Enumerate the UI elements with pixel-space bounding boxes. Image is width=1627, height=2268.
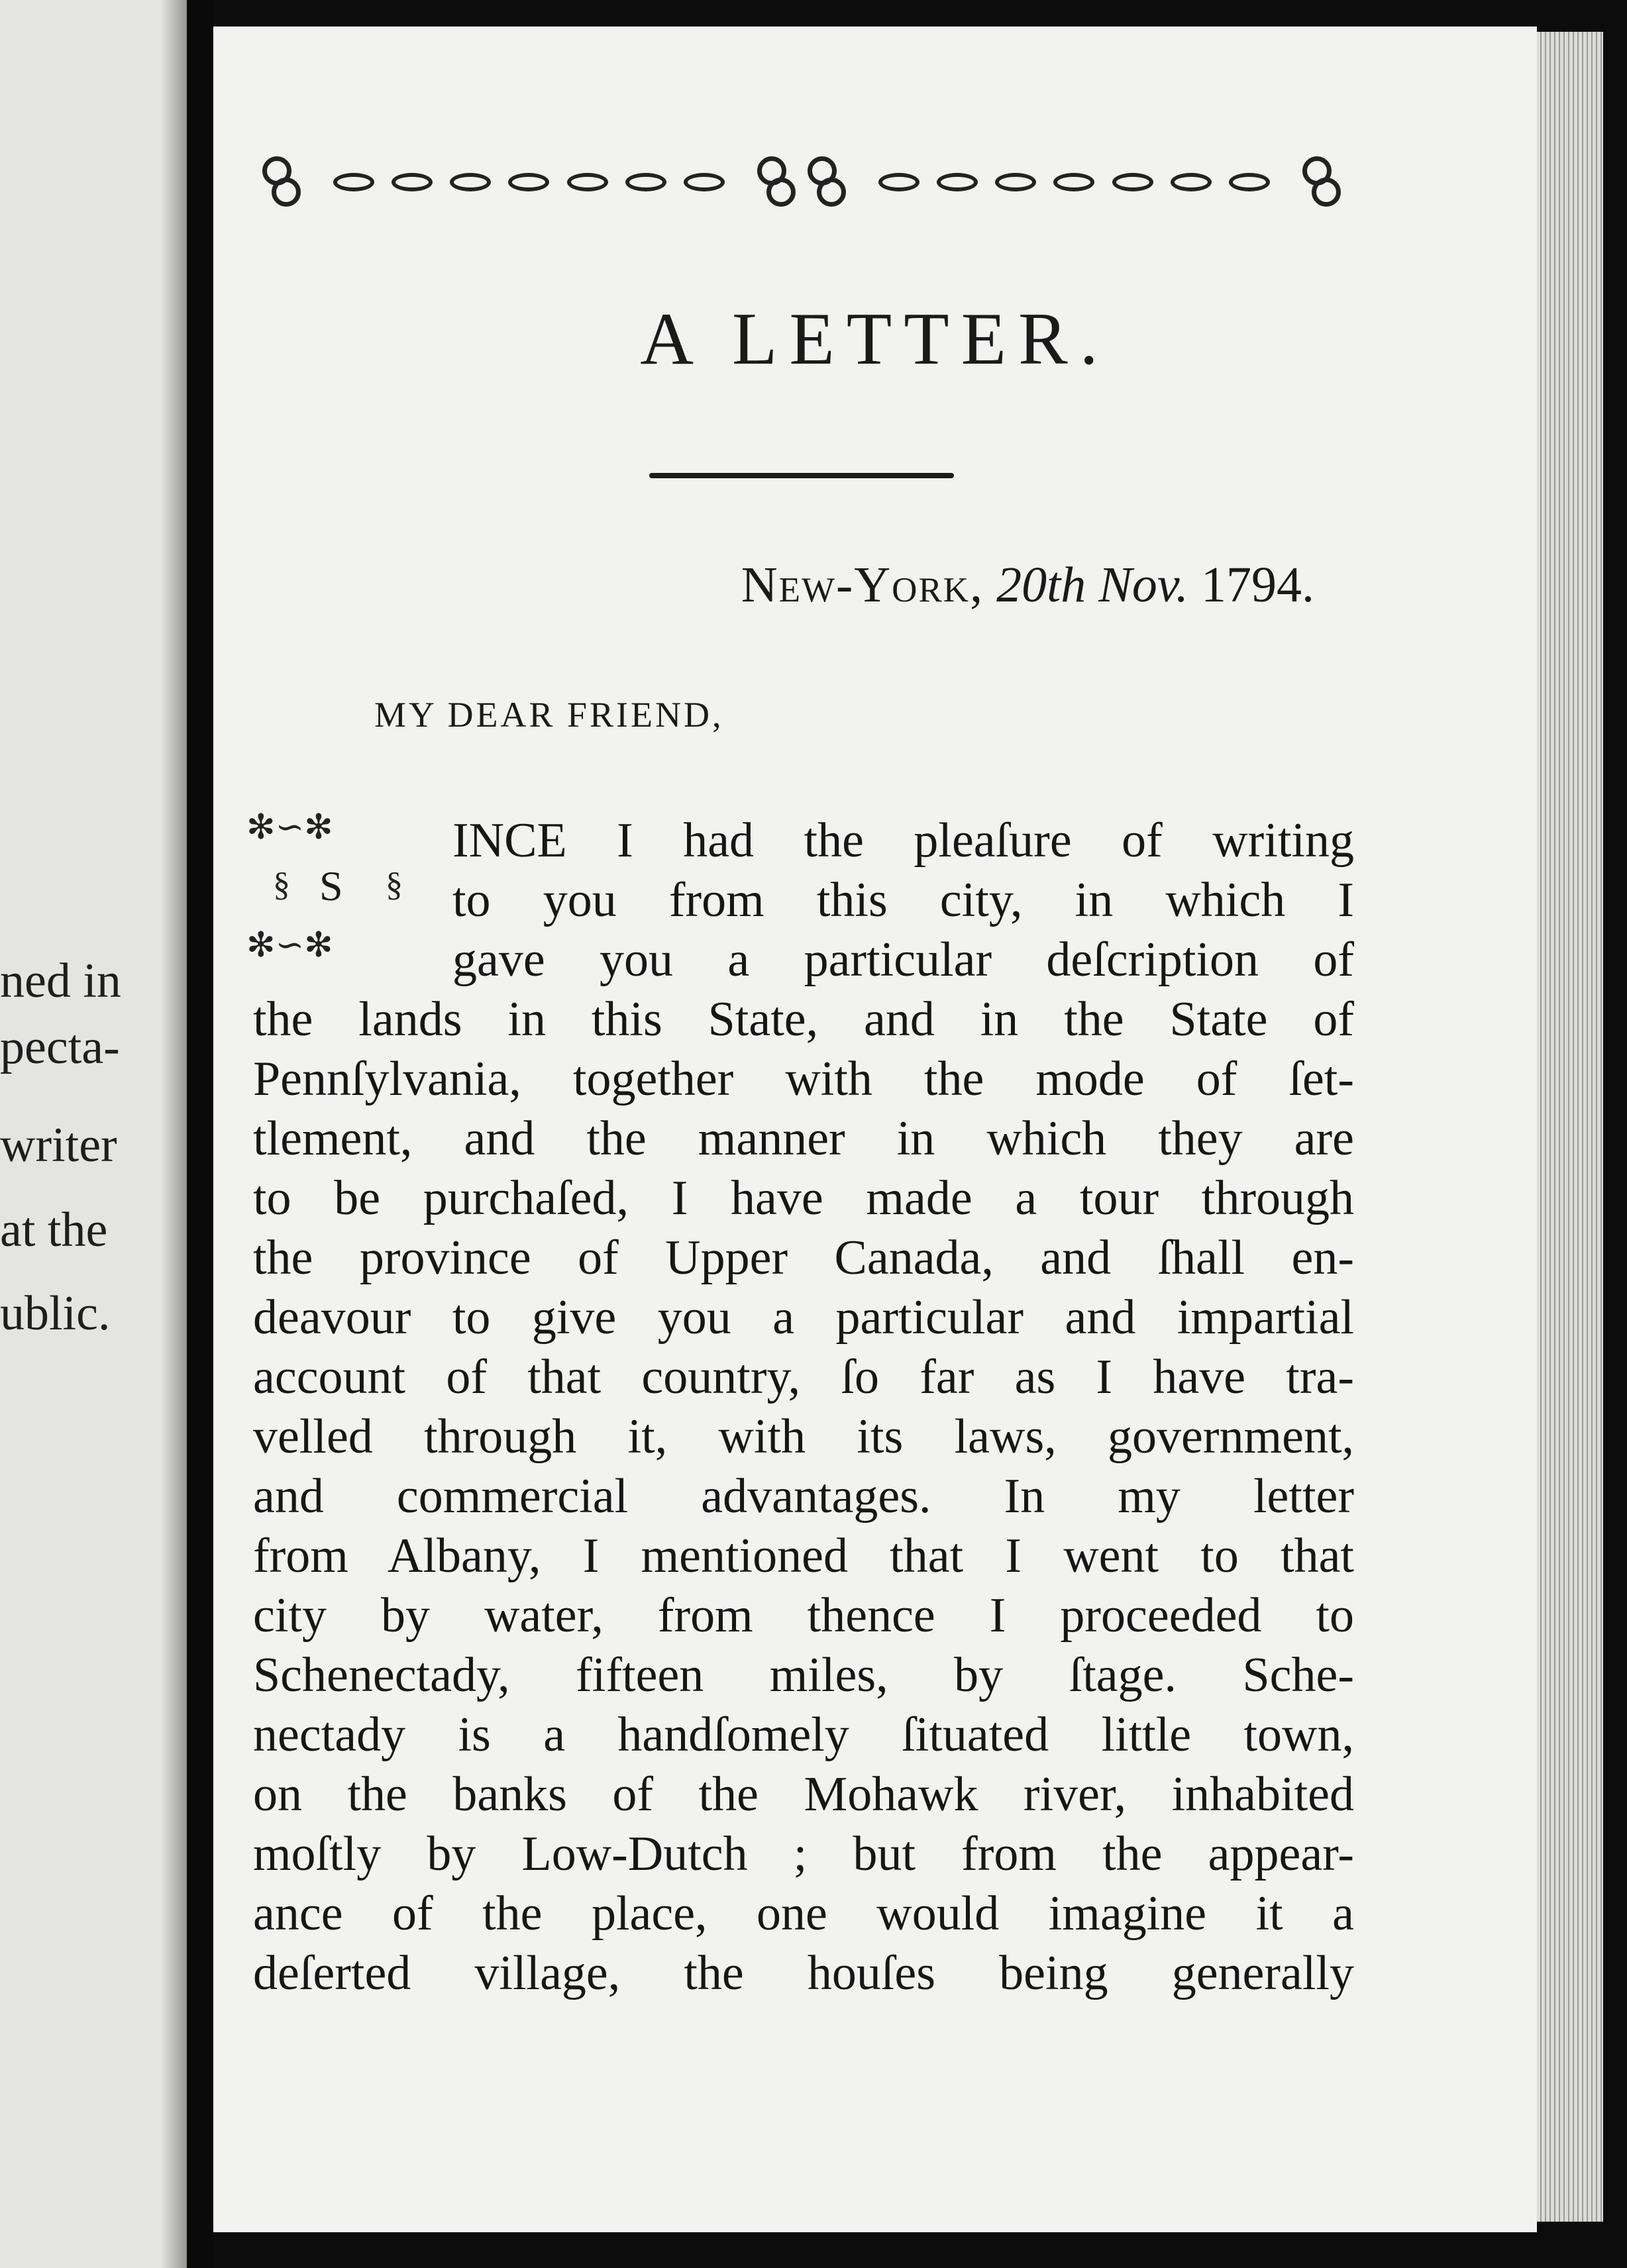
dateline-month: Nov.	[1098, 557, 1188, 613]
drop-cap-letter: S	[319, 862, 343, 909]
text-line: the lands in this State, and in the State of	[253, 992, 1354, 1047]
text-line: deavour to give you a particular and impartial	[253, 1290, 1354, 1345]
knot-ornament-icon	[1298, 152, 1345, 212]
knot-ornament-icon	[753, 152, 850, 212]
dateline-year: 1794.	[1201, 557, 1314, 613]
salutation: MY DEAR FRIEND,	[374, 695, 724, 735]
facing-page-line: at the	[0, 1203, 108, 1257]
chain-ornament-icon	[325, 169, 733, 195]
book-gutter	[187, 0, 213, 2268]
text-line: INCE I had the pleaſure of writing	[452, 813, 1354, 868]
page-edges	[1537, 32, 1603, 2222]
text-line: Schenectady, fifteen miles, by ſtage. Sche-	[253, 1648, 1354, 1702]
section-mark-icon: §	[386, 866, 403, 903]
section-mark-icon: §	[273, 866, 290, 903]
page-curve-shadow	[160, 0, 187, 2268]
dateline-place: New-York,	[741, 557, 984, 613]
text-line: on the banks of the Mohawk river, inhabited	[253, 1767, 1354, 1822]
title-rule	[649, 473, 954, 478]
text-line: velled through it, with its laws, government,	[253, 1410, 1354, 1464]
dateline	[741, 556, 1314, 614]
text-line: ance of the place, one would imagine it a	[253, 1886, 1354, 1941]
text-line: the province of Upper Canada, and ſhall en-	[253, 1231, 1354, 1285]
facing-page	[0, 0, 187, 2268]
text-line: moſtly by Low-Dutch ; but from the appear-	[253, 1827, 1354, 1881]
text-line: tlement, and the manner in which they are	[253, 1111, 1354, 1166]
chain-ornament-icon	[870, 169, 1279, 195]
text-line: nectady is a handſomely ſituated little town,	[253, 1708, 1354, 1762]
facing-page-line: ublic.	[0, 1286, 111, 1341]
page-title: A LETTER.	[640, 298, 1110, 380]
drop-cap	[246, 811, 445, 983]
text-line: city by water, from thence I proceeded to	[253, 1588, 1354, 1643]
facing-page-line: ned in	[0, 954, 121, 1008]
text-line: gave you a particular deſcription of	[452, 933, 1354, 987]
facing-page-line: writer	[0, 1118, 117, 1172]
dateline-day: 20th	[996, 557, 1086, 613]
head-ornament	[258, 146, 1345, 219]
text-line: and commercial advantages. In my letter	[253, 1469, 1354, 1523]
drop-cap-ornament-icon: ✻∽✻	[246, 927, 333, 964]
text-line: from Albany, I mentioned that I went to that	[253, 1529, 1354, 1583]
facing-page-line: pecta-	[0, 1020, 120, 1074]
text-line: deſerted village, the houſes being generally	[253, 1946, 1354, 2000]
text-line: to you from this city, in which I	[452, 873, 1354, 927]
knot-ornament-icon	[258, 152, 305, 212]
text-line: to be purchaſed, I have made a tour through	[253, 1171, 1354, 1225]
text-line: account of that country, ſo far as I have tra-	[253, 1350, 1354, 1404]
drop-cap-ornament-icon: ✻∽✻	[246, 809, 333, 847]
text-line: Pennſylvania, together with the mode of ſet-	[253, 1052, 1354, 1106]
